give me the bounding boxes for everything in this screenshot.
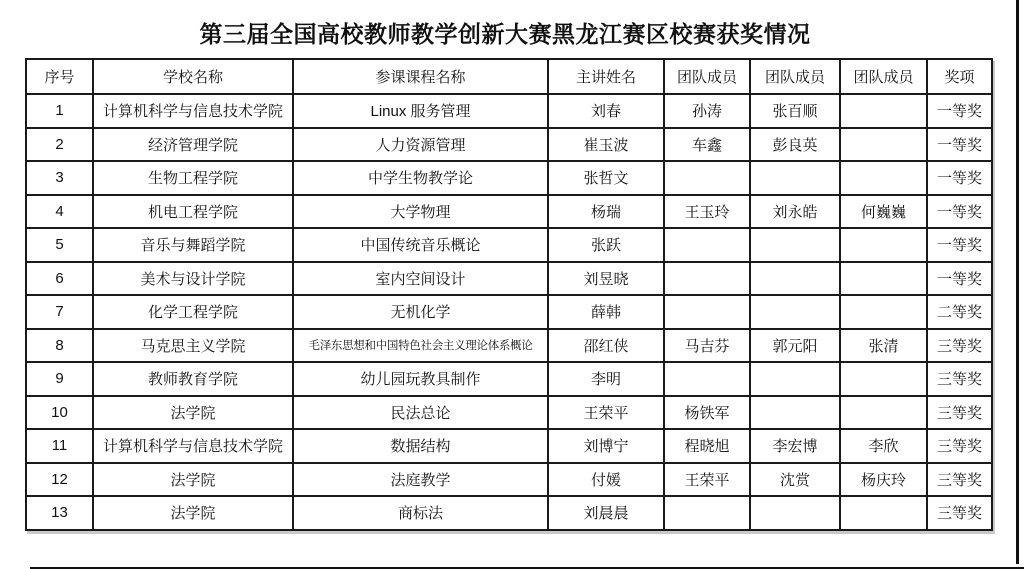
cell-member1 (664, 295, 750, 329)
table-row (26, 262, 992, 296)
cell-course: 商标法 (293, 496, 548, 530)
cell-school: 计算机科学与信息技术学院 (93, 94, 293, 128)
cell-index: 6 (26, 262, 93, 296)
table-row (26, 161, 992, 195)
header-cell-school: 学校名称 (93, 59, 293, 94)
table-row (26, 128, 992, 162)
cell-member1: 车鑫 (664, 128, 750, 162)
cell-member3: 李欣 (840, 429, 927, 463)
cell-award: 三等奖 (927, 496, 992, 530)
table-row (26, 463, 992, 497)
cell-member1: 王荣平 (664, 463, 750, 497)
cell-school: 机电工程学院 (93, 195, 293, 229)
cell-member3: 张清 (840, 329, 927, 363)
cell-award: 三等奖 (927, 329, 992, 363)
cell-school: 法学院 (93, 463, 293, 497)
cell-award: 一等奖 (927, 94, 992, 128)
cell-lecturer: 张哲文 (548, 161, 664, 195)
cell-course: 大学物理 (293, 195, 548, 229)
cell-school: 美术与设计学院 (93, 262, 293, 296)
cell-school: 教师教育学院 (93, 362, 293, 396)
cell-member3 (840, 496, 927, 530)
table-row (26, 496, 992, 530)
cell-lecturer: 王荣平 (548, 396, 664, 430)
cell-school: 马克思主义学院 (93, 329, 293, 363)
cell-member1 (664, 496, 750, 530)
cell-lecturer: 崔玉波 (548, 128, 664, 162)
cell-lecturer: 刘昱晓 (548, 262, 664, 296)
cell-course: 毛泽东思想和中国特色社会主义理论体系概论 (293, 329, 548, 363)
header-cell-course: 参课课程名称 (293, 59, 548, 94)
cell-school: 化学工程学院 (93, 295, 293, 329)
cell-index: 9 (26, 362, 93, 396)
cell-member3: 杨庆玲 (840, 463, 927, 497)
cell-index: 12 (26, 463, 93, 497)
cell-index: 11 (26, 429, 93, 463)
cell-course: 室内空间设计 (293, 262, 548, 296)
cell-school: 生物工程学院 (93, 161, 293, 195)
cell-member3 (840, 396, 927, 430)
cell-member3 (840, 228, 927, 262)
cell-member1: 孙涛 (664, 94, 750, 128)
cell-index: 8 (26, 329, 93, 363)
cell-index: 5 (26, 228, 93, 262)
page-title: 第三届全国高校教师教学创新大赛黑龙江赛区校赛获奖情况 (199, 21, 811, 47)
cell-index: 7 (26, 295, 93, 329)
cell-award: 二等奖 (927, 295, 992, 329)
cell-index: 13 (26, 496, 93, 530)
cell-member2 (750, 262, 840, 296)
cell-award: 三等奖 (927, 362, 992, 396)
cell-member3 (840, 128, 927, 162)
cell-award: 一等奖 (927, 195, 992, 229)
cell-member2: 彭良英 (750, 128, 840, 162)
cell-school: 经济管理学院 (93, 128, 293, 162)
table-row (26, 429, 992, 463)
cell-member1: 杨铁军 (664, 396, 750, 430)
cell-award: 三等奖 (927, 396, 992, 430)
cell-member2: 张百顺 (750, 94, 840, 128)
cell-member2: 郭元阳 (750, 329, 840, 363)
cell-member2: 刘永皓 (750, 195, 840, 229)
cell-member1 (664, 228, 750, 262)
table-row (26, 329, 992, 363)
cell-member3 (840, 362, 927, 396)
cell-member3 (840, 161, 927, 195)
cell-course: 民法总论 (293, 396, 548, 430)
cell-index: 1 (26, 94, 93, 128)
cell-index: 2 (26, 128, 93, 162)
table-row (26, 195, 992, 229)
cell-lecturer: 张跃 (548, 228, 664, 262)
cell-course: Linux 服务管理 (293, 94, 548, 128)
cell-school: 音乐与舞蹈学院 (93, 228, 293, 262)
cell-award: 一等奖 (927, 228, 992, 262)
table-body (26, 94, 992, 530)
cell-member1 (664, 262, 750, 296)
cell-member2 (750, 362, 840, 396)
header-row (26, 59, 992, 94)
table-row (26, 295, 992, 329)
cell-member2 (750, 496, 840, 530)
cell-member3 (840, 94, 927, 128)
cell-member1: 程晓旭 (664, 429, 750, 463)
cell-member1: 马吉芬 (664, 329, 750, 363)
cell-lecturer: 付媛 (548, 463, 664, 497)
cell-lecturer: 李明 (548, 362, 664, 396)
table-row (26, 396, 992, 430)
cell-member1 (664, 362, 750, 396)
cell-index: 4 (26, 195, 93, 229)
cell-member2 (750, 295, 840, 329)
cell-award: 一等奖 (927, 262, 992, 296)
table-row (26, 228, 992, 262)
cell-school: 法学院 (93, 496, 293, 530)
cell-member1: 王玉玲 (664, 195, 750, 229)
header-cell-member3: 团队成员 (840, 59, 927, 94)
header-cell-member2: 团队成员 (750, 59, 840, 94)
cell-member3 (840, 295, 927, 329)
page-edge-right (1016, 0, 1019, 564)
cell-award: 一等奖 (927, 161, 992, 195)
cell-school: 计算机科学与信息技术学院 (93, 429, 293, 463)
awards-table (25, 58, 993, 531)
cell-course: 中国传统音乐概论 (293, 228, 548, 262)
cell-member2: 李宏博 (750, 429, 840, 463)
cell-member1 (664, 161, 750, 195)
cell-member2 (750, 161, 840, 195)
header-cell-index: 序号 (26, 59, 93, 94)
cell-member2 (750, 228, 840, 262)
cell-index: 10 (26, 396, 93, 430)
cell-award: 三等奖 (927, 463, 992, 497)
cell-course: 幼儿园玩教具制作 (293, 362, 548, 396)
cell-school: 法学院 (93, 396, 293, 430)
cell-lecturer: 刘春 (548, 94, 664, 128)
cell-lecturer: 杨瑞 (548, 195, 664, 229)
header-cell-lecturer: 主讲姓名 (548, 59, 664, 94)
cell-course: 无机化学 (293, 295, 548, 329)
cell-course: 法庭教学 (293, 463, 548, 497)
cell-course: 中学生物教学论 (293, 161, 548, 195)
cell-course: 人力资源管理 (293, 128, 548, 162)
cell-member2 (750, 396, 840, 430)
cell-member3: 何巍巍 (840, 195, 927, 229)
header-cell-member1: 团队成员 (664, 59, 750, 94)
table-row (26, 362, 992, 396)
header-cell-award: 奖项 (927, 59, 992, 94)
table-row (26, 94, 992, 128)
cell-lecturer: 薛韩 (548, 295, 664, 329)
cell-member3 (840, 262, 927, 296)
cell-member2: 沈赏 (750, 463, 840, 497)
cell-lecturer: 刘博宁 (548, 429, 664, 463)
cell-course: 数据结构 (293, 429, 548, 463)
cell-award: 一等奖 (927, 128, 992, 162)
cell-award: 三等奖 (927, 429, 992, 463)
cell-index: 3 (26, 161, 93, 195)
cell-lecturer: 刘晨晨 (548, 496, 664, 530)
cell-lecturer: 邵红侠 (548, 329, 664, 363)
